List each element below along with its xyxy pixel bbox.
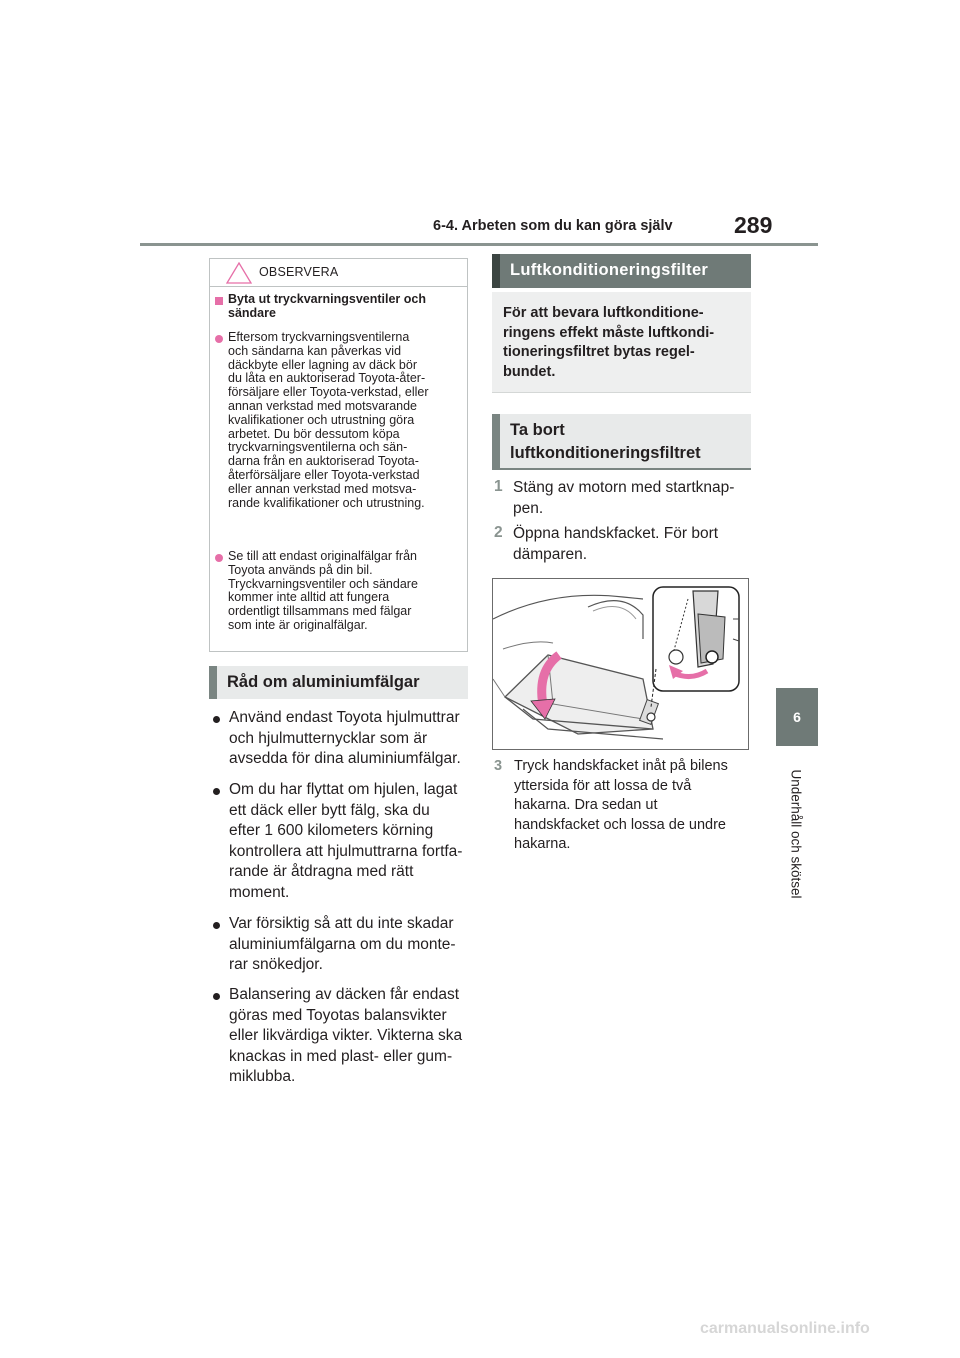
list-item-line: avsedda för dina aluminiumfälgar. — [229, 750, 461, 767]
step-line: Öppna handskfacket. För bort — [513, 525, 719, 542]
list-item — [229, 985, 462, 1088]
list-item-line: eller likvärdiga vikter. Vikterna ska — [229, 1027, 463, 1044]
caution-line: Se till att endast originalfälgar från — [228, 549, 417, 563]
step-line: Stäng av motorn med startknap- — [513, 479, 735, 496]
step-line: hakarna. Dra sedan ut — [514, 797, 658, 813]
filter-heading-bar — [492, 254, 751, 288]
caution-item-2 — [228, 550, 418, 633]
square-bullet-icon — [215, 297, 223, 305]
step-text — [513, 478, 734, 519]
bullet-icon — [213, 922, 220, 929]
caution-line: försäljare eller Toyota-verkstad, eller — [228, 385, 429, 400]
list-item — [229, 914, 456, 976]
round-bullet-icon — [215, 335, 223, 343]
intro-line: ringens effekt måste luftkondi- — [503, 324, 715, 341]
caution-title: OBSERVERA — [259, 265, 339, 279]
list-item-line: och hjulmutternycklar som är — [229, 729, 428, 747]
step-text — [513, 524, 718, 565]
aluminium-heading: Råd om aluminiumfälgar — [227, 673, 420, 691]
glovebox-drawing — [493, 579, 749, 750]
step-line: yttersida för att lossa de två — [514, 777, 692, 794]
chapter-tab[interactable]: 6 — [776, 688, 818, 746]
list-item-line: Balansering av däcken får endast — [229, 986, 460, 1003]
intro-line: För att bevara luftkonditione- — [503, 305, 704, 321]
caution-line: arbetet. Du bör dessutom köpa — [228, 426, 400, 441]
bullet-icon — [213, 716, 220, 723]
watermark: carmanualsonline.info — [700, 1320, 870, 1337]
caution-line: återförsäljare eller Toyota-verkstad — [228, 467, 420, 482]
caution-line: ordentligt tillsammans med fälgar — [228, 604, 412, 619]
caution-heading-line: sändare — [228, 305, 276, 320]
step-number: 2 — [494, 524, 503, 541]
subheading-line: luftkonditioneringsfiltret — [510, 444, 701, 462]
filter-intro — [503, 304, 714, 382]
list-item-line: miklubba. — [229, 1068, 296, 1085]
list-item-line: Om du har flyttat om hjulen, lagat — [229, 781, 458, 798]
caution-line: Eftersom tryckvarningsventilerna — [228, 330, 410, 344]
bullet-icon — [213, 788, 220, 795]
list-item-line: göras med Toyotas balansvikter — [229, 1006, 447, 1024]
intro-line: bundet. — [503, 363, 556, 380]
caution-line: kommer inte alltid att fungera — [228, 590, 390, 605]
chapter-label — [786, 760, 806, 908]
list-item — [229, 708, 461, 770]
caution-line: rande kvalifikationer och utrustning. — [228, 495, 425, 510]
step-line: pen. — [513, 499, 544, 517]
bullet-icon — [213, 993, 220, 1000]
caution-line: eller annan verkstad med motsva- — [228, 481, 417, 496]
aluminium-bullet-list — [210, 708, 470, 1108]
intro-line: tioneringsfiltret bytas regel- — [503, 344, 695, 360]
page-number: 289 — [734, 212, 773, 238]
list-item-line: efter 1 600 kilometers körning — [229, 822, 434, 839]
caution-line: annan verkstad med motsvarande — [228, 398, 417, 413]
filter-heading: Luftkonditioneringsfilter — [510, 261, 709, 279]
caution-line: kvalifikationer och utrustning göra — [228, 412, 415, 427]
caution-item-1 — [228, 331, 429, 510]
list-item-line: moment. — [229, 883, 290, 901]
step-text — [514, 757, 728, 855]
glovebox-illustration — [492, 578, 749, 750]
list-item-line: aluminiumfälgarna om du monte- — [229, 935, 456, 953]
list-item-line: ett däck eller bytt fälg, ska du — [229, 801, 430, 819]
step-line: handskfacket och lossa de undre — [514, 816, 726, 833]
filter-intro-box — [492, 292, 751, 393]
list-item — [229, 780, 462, 903]
list-item-line: Var försiktig så att du inte skadar — [229, 915, 454, 932]
caution-header — [210, 259, 467, 287]
list-item-line: rande är åtdragna med rätt — [229, 863, 414, 880]
caution-line: darna från en auktoriserad Toyota- — [228, 454, 419, 469]
step-line: Tryck handskfacket inåt på bilens — [514, 758, 728, 774]
caution-heading — [228, 293, 426, 321]
step-number: 3 — [494, 758, 503, 774]
subheading-line: Ta bort — [510, 421, 565, 439]
caution-line: du låta en auktoriserad Toyota-åter- — [228, 371, 426, 386]
step-line: dämparen. — [513, 545, 588, 563]
chapter-label-text: Underhåll och skötsel — [788, 769, 804, 899]
caution-line: som inte är originalfälgar. — [228, 617, 368, 632]
step-number: 1 — [494, 478, 503, 495]
warning-triangle-icon — [226, 262, 252, 284]
aluminium-heading-bar — [209, 666, 468, 699]
step-line: hakarna. — [514, 836, 571, 852]
list-item-line: Använd endast Toyota hjulmuttrar — [229, 709, 460, 726]
caution-line: tryckvarningsventilerna och sän- — [228, 440, 408, 455]
caution-line: Toyota används på din bil. — [228, 562, 373, 577]
list-item-line: kontrollera att hjulmuttrarna fortfa- — [229, 842, 463, 860]
header-divider — [140, 243, 818, 246]
caution-heading-line: Byta ut tryckvarningsventiler och — [228, 292, 426, 306]
caution-line: Tryckvarningsventiler och sändare — [228, 576, 418, 591]
remove-filter-heading-bar — [492, 414, 751, 470]
remove-filter-heading — [510, 419, 701, 465]
section-title: 6-4. Arbeten som du kan göra själv — [433, 218, 673, 234]
caution-box — [209, 258, 468, 652]
round-bullet-icon — [215, 554, 223, 562]
caution-line: och sändarna kan påverkas vid — [228, 343, 402, 358]
list-item-line: rar snökedjor. — [229, 956, 323, 973]
list-item-line: knackas in med plast- eller gum- — [229, 1047, 453, 1065]
caution-line: däckbyte eller lagning av däck bör — [228, 357, 418, 372]
